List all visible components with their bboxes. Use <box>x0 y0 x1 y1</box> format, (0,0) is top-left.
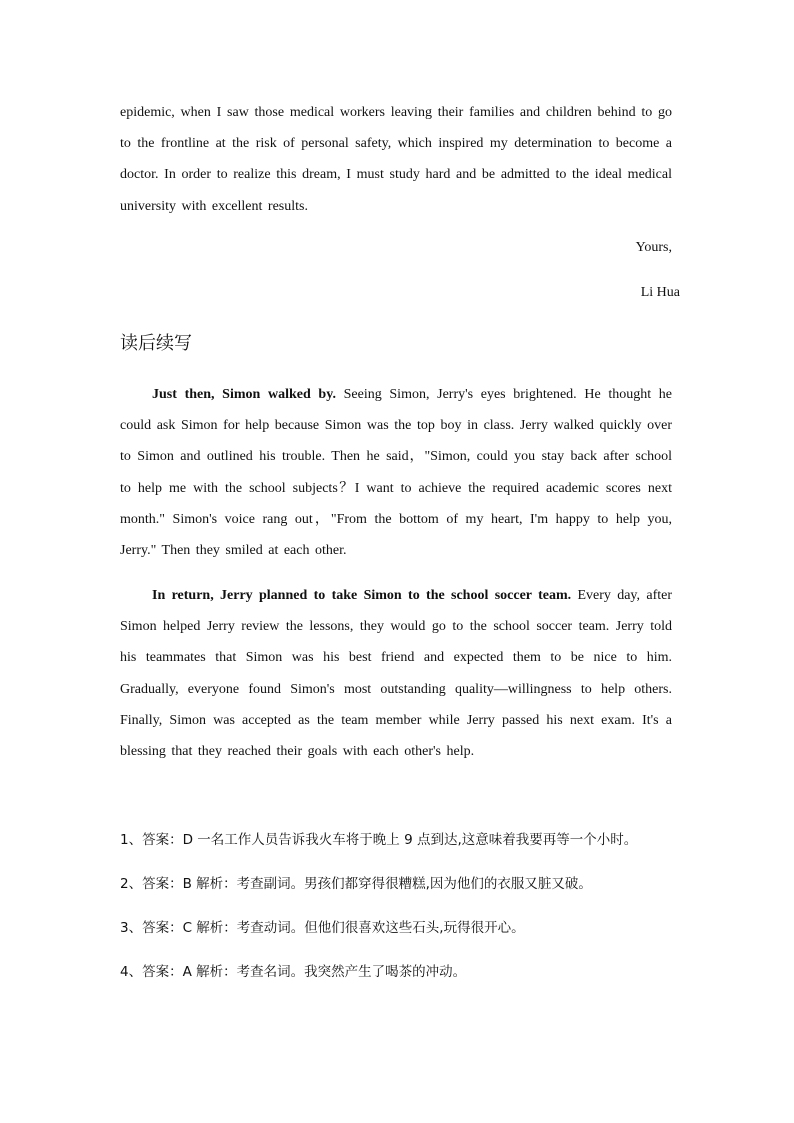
paragraph-2-text: Every day, after Simon helped Jerry review the lessons, they would go to the school soccer team. Jerry told his teammates that Simon was his best friend and expected them to be nice to him. Gradually, everyone found Simon's most outstanding quality—willingness to help others. Finally, Simon was accepted as the team member while Jerry passed his next exam. It's a blessing that they reached their goals with each other's help. <box>120 588 673 760</box>
answer-item-4: 4、答案：A 解析：考查名词。我突然产生了喝茶的冲动。 <box>120 964 467 980</box>
section-heading: 读后续写 <box>120 333 192 354</box>
paragraph-1-text: Seeing Simon, Jerry's eyes brightened. He thought he could ask Simon for help because Simon was the top boy in class. Jerry walked quickly over to Simon and outlined his trouble. Then he said，"Simon, could you stay back after school to help me with the school subjects？I want to achieve the required academic scores next month." Simon's voice rang out，"From the bottom of my heart, I'm happy to help you, Jerry." Then they smiled at each other. <box>120 387 672 559</box>
continuation-paragraph-2 <box>120 580 672 767</box>
continuation-paragraph-1 <box>120 379 672 566</box>
paragraph-1-lead-sentence: Just then, Simon walked by. <box>152 387 336 402</box>
letter-signature: Li Hua <box>640 285 680 300</box>
answer-item-3: 3、答案：C 解析：考查动词。但他们很喜欢这些石头,玩得很开心。 <box>120 920 525 936</box>
answer-item-2: 2、答案：B 解析：考查副词。男孩们都穿得很糟糕,因为他们的衣服又脏又破。 <box>120 876 592 892</box>
paragraph-2-lead-sentence: In return, Jerry planned to take Simon to the school soccer team. <box>152 588 572 603</box>
answer-item-1: 1、答案：D 一名工作人员告诉我火车将于晚上 9 点到达,这意味着我要再等一个小时。 <box>120 832 638 848</box>
letter-body-paragraph: epidemic, when I saw those medical workers leaving their families and children behind to go to the frontline at the risk of personal safety, which inspired my determination to become a doctor. In order to realize this dream, I must study hard and be admitted to the ideal medical university with excellent results. <box>120 105 672 214</box>
letter-closing: Yours, <box>635 240 672 255</box>
